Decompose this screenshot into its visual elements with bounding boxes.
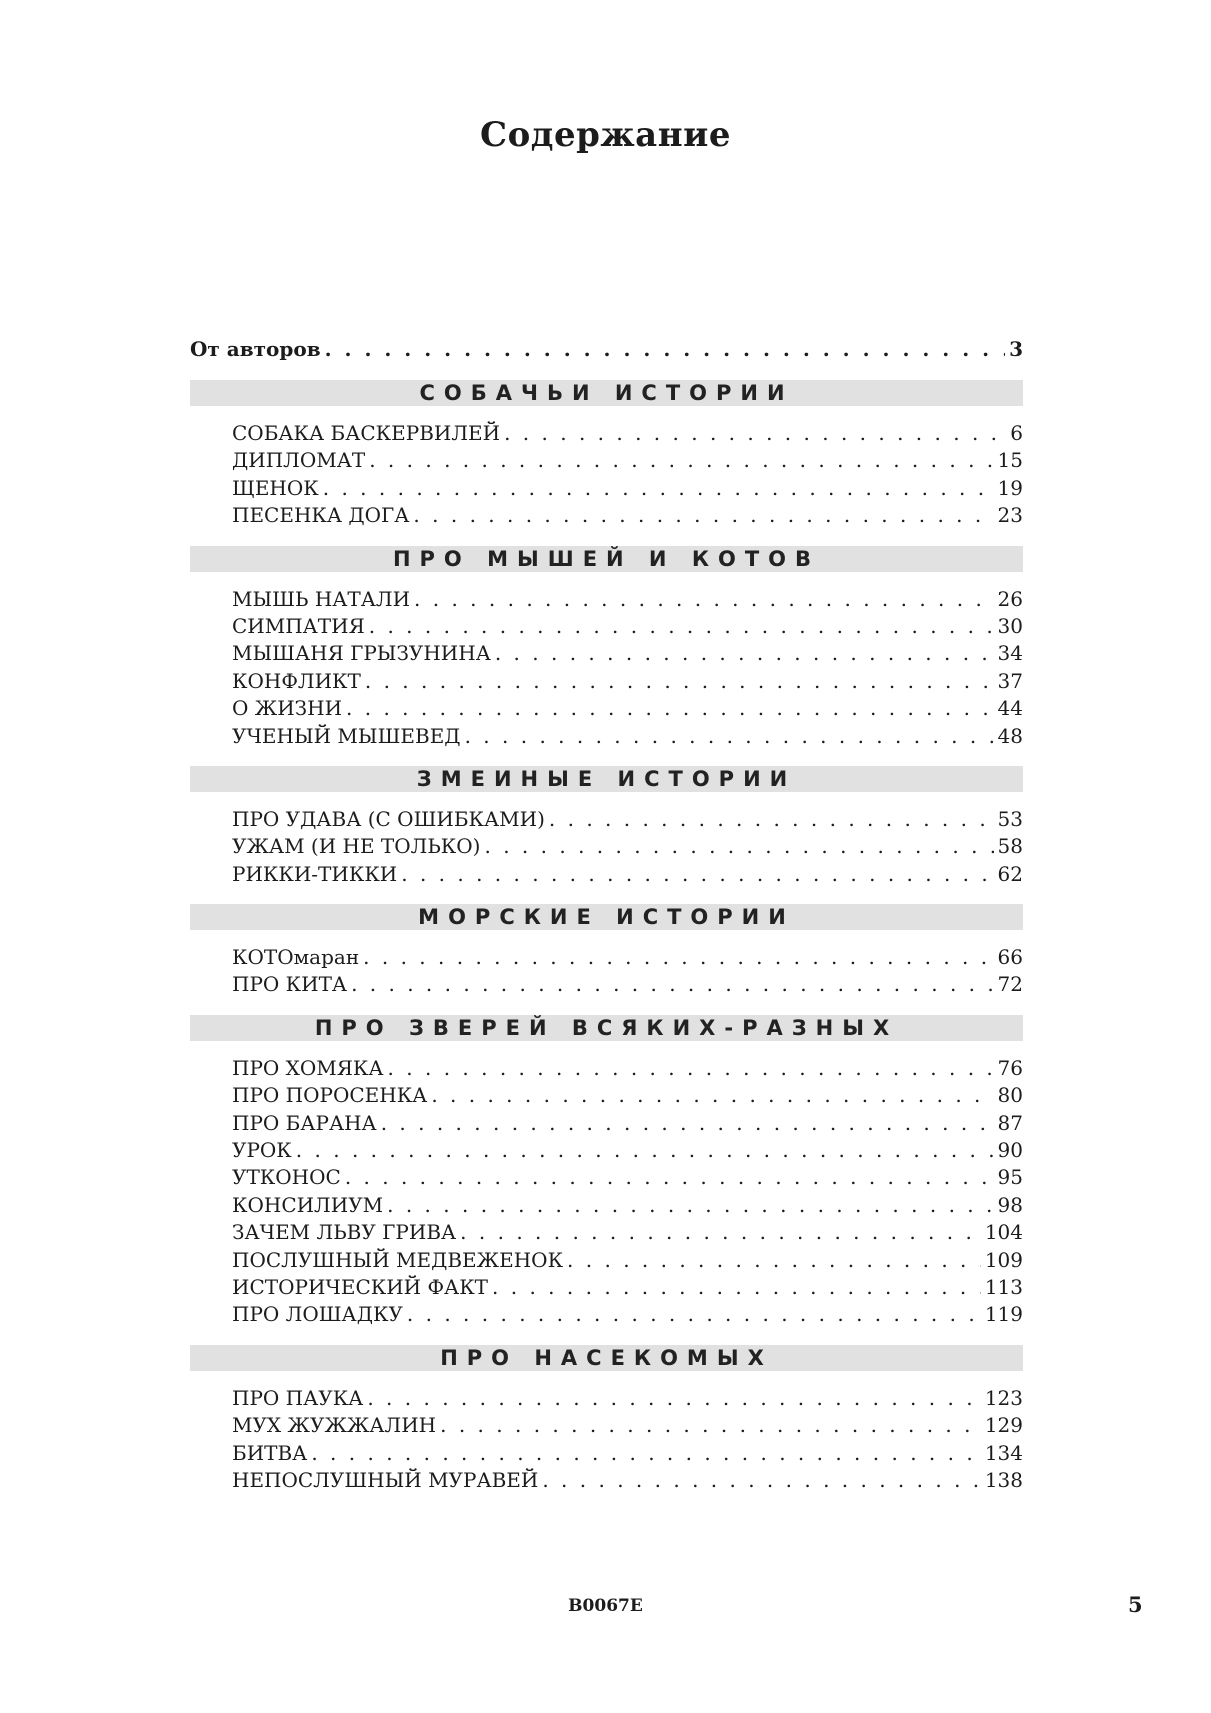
toc-entry-label: ПРО УДАВА (С ОШИБКАМИ): [232, 806, 545, 831]
toc-entry-label: ИСТОРИЧЕСКИЙ ФАКТ: [232, 1274, 489, 1299]
toc-entry-label: КОНСИЛИУМ: [232, 1192, 384, 1217]
toc-entry-page: 113: [984, 1274, 1023, 1299]
toc-entry-page: 37: [997, 668, 1023, 693]
section-header: СОБАЧЬИ ИСТОРИИ: [190, 380, 1023, 406]
toc-entry-label: От авторов: [190, 337, 321, 361]
toc-entry-page: 90: [997, 1138, 1023, 1163]
toc-entry-label: ЗАЧЕМ ЛЬВУ ГРИВА: [232, 1220, 457, 1245]
toc-entry-label: КОНФЛИКТ: [232, 668, 361, 693]
dot-leader: [346, 695, 994, 722]
dot-leader: [311, 1440, 980, 1467]
toc-entry[interactable]: [190, 1412, 1023, 1439]
toc-entry-label: УЧЕНЫЙ МЫШЕВЕД: [232, 723, 461, 748]
dot-leader: [567, 1247, 981, 1274]
toc-entry[interactable]: [190, 1192, 1023, 1219]
toc-entry-page: 129: [984, 1413, 1023, 1438]
dot-leader: [407, 1301, 981, 1328]
page-number: 5: [1128, 1592, 1143, 1617]
toc-entry[interactable]: [190, 1110, 1023, 1137]
section-header: ПРО НАСЕКОМЫХ: [190, 1345, 1023, 1371]
dot-leader: [365, 668, 994, 695]
toc-entry-label: СИМПАТИЯ: [232, 613, 365, 638]
toc-entry-label: РИККИ-ТИККИ: [232, 861, 398, 886]
toc-entry-label: ПЕСЕНКА ДОГА: [232, 503, 410, 528]
dot-leader: [323, 475, 994, 502]
toc-entry-label: МУХ ЖУЖЖАЛИН: [232, 1413, 437, 1438]
dot-leader: [542, 1467, 980, 1494]
toc-entry-page: 134: [984, 1440, 1023, 1465]
toc-entry-page: 23: [997, 503, 1023, 528]
toc-entry[interactable]: [190, 1082, 1023, 1109]
dot-leader: [485, 833, 994, 860]
toc-entry-label: КОТОмаран: [232, 945, 360, 970]
section-header: ПРО ЗВЕРЕЙ ВСЯКИХ-РАЗНЫХ: [190, 1015, 1023, 1041]
toc-entry[interactable]: [190, 723, 1023, 750]
toc-entry-page: 119: [984, 1302, 1023, 1327]
toc-entry[interactable]: [190, 613, 1023, 640]
toc-entry[interactable]: [190, 502, 1023, 529]
footer-code: B0067E: [568, 1596, 643, 1616]
toc-entry-label: СОБАКА БАСКЕРВИЛЕЙ: [232, 421, 501, 445]
toc-entry-page: 76: [997, 1055, 1023, 1080]
dot-leader: [369, 613, 994, 640]
toc-entry-label: ЩЕНОК: [232, 475, 319, 500]
toc-entry[interactable]: [190, 586, 1023, 613]
toc-entry-page: 6: [1010, 421, 1023, 445]
toc-entry-page: 138: [984, 1467, 1023, 1492]
toc-entry[interactable]: [190, 944, 1023, 971]
page-title: Содержание: [480, 114, 731, 155]
toc-entry-page: 95: [997, 1165, 1023, 1190]
toc-entry-page: 104: [984, 1220, 1023, 1245]
toc-entry-page: 34: [997, 641, 1023, 666]
section-header: ЗМЕИНЫЕ ИСТОРИИ: [190, 766, 1023, 792]
toc-entry[interactable]: [190, 1385, 1023, 1412]
dot-leader: [495, 640, 994, 667]
dot-leader: [465, 723, 994, 750]
dot-leader: [369, 447, 993, 474]
toc-entry-label: ПОСЛУШНЫЙ МЕДВЕЖЕНОК: [232, 1247, 564, 1272]
dot-leader: [492, 1274, 981, 1301]
dot-leader: [460, 1219, 981, 1246]
dot-leader: [296, 1137, 994, 1164]
toc-entry-page: 62: [997, 861, 1023, 886]
toc-entry-label: ПРО ХОМЯКА: [232, 1055, 384, 1080]
toc-entry[interactable]: [190, 475, 1023, 502]
dot-leader: [504, 420, 1006, 447]
toc-entry-label: НЕПОСЛУШНЫЙ МУРАВЕЙ: [232, 1467, 539, 1492]
toc-entry[interactable]: [190, 1301, 1023, 1328]
dot-leader: [413, 502, 993, 529]
dot-leader: [401, 861, 993, 888]
toc-entry-page: 123: [984, 1385, 1023, 1410]
toc-entry-label: УЖАМ (И НЕ ТОЛЬКО): [232, 834, 481, 859]
toc-entry[interactable]: [190, 1274, 1023, 1301]
dot-leader: [431, 1082, 993, 1109]
dot-leader: [388, 1055, 994, 1082]
dot-leader: [387, 1192, 993, 1219]
toc-entry-page: 3: [1009, 337, 1023, 361]
toc-entry-label: МЫШАНЯ ГРЫЗУНИНА: [232, 641, 491, 666]
dot-leader: [440, 1412, 981, 1439]
toc-entry-label: УТКОНОС: [232, 1165, 341, 1190]
toc-entry-label: ПРО ПАУКА: [232, 1385, 364, 1410]
dot-leader: [351, 971, 993, 998]
dot-leader: [414, 586, 994, 613]
toc-entry-page: 26: [997, 586, 1023, 611]
toc-entry-page: 48: [997, 723, 1023, 748]
toc-entry-label: ПРО ЛОШАДКУ: [232, 1302, 403, 1327]
toc-entry[interactable]: [190, 1440, 1023, 1467]
toc-entry-page: 58: [997, 834, 1023, 859]
toc-entry[interactable]: [190, 861, 1023, 888]
toc-entry-label: ПРО КИТА: [232, 972, 348, 997]
toc-entry[interactable]: [190, 1164, 1023, 1191]
section-header: ПРО МЫШЕЙ И КОТОВ: [190, 546, 1023, 572]
toc-entry-label: МЫШЬ НАТАЛИ: [232, 586, 411, 611]
toc-entry-page: 30: [997, 613, 1023, 638]
dot-leader: [367, 1385, 980, 1412]
toc-entry[interactable]: [190, 640, 1023, 667]
toc-entry-page: 109: [984, 1247, 1023, 1272]
toc-entry[interactable]: [190, 668, 1023, 695]
toc-entry-label: ПРО БАРАНА: [232, 1110, 377, 1135]
toc-entry-label: БИТВА: [232, 1440, 308, 1465]
dot-leader: [345, 1164, 994, 1191]
toc-entry-page: 87: [997, 1110, 1023, 1135]
table-of-contents: [190, 334, 1023, 1494]
toc-entry-page: 80: [997, 1083, 1023, 1108]
toc-entry-page: 15: [997, 448, 1023, 473]
section-header: МОРСКИЕ ИСТОРИИ: [190, 904, 1023, 930]
toc-entry-page: 19: [997, 475, 1023, 500]
toc-entry[interactable]: [190, 1247, 1023, 1274]
toc-entry[interactable]: [190, 1055, 1023, 1082]
toc-entry[interactable]: [190, 1219, 1023, 1246]
toc-entry[interactable]: [190, 1467, 1023, 1494]
toc-entry-page: 44: [997, 696, 1023, 721]
toc-entry[interactable]: [190, 806, 1023, 833]
toc-entry[interactable]: [190, 1137, 1023, 1164]
dot-leader: [363, 944, 993, 971]
toc-entry-label: ПРО ПОРОСЕНКА: [232, 1083, 428, 1108]
dot-leader: [381, 1110, 994, 1137]
toc-intro-entry[interactable]: [190, 334, 1023, 364]
toc-entry-label: ДИПЛОМАТ: [232, 448, 366, 473]
toc-entry[interactable]: [190, 971, 1023, 998]
toc-entry[interactable]: [190, 447, 1023, 474]
toc-entry[interactable]: [190, 695, 1023, 722]
dot-leader: [549, 806, 994, 833]
toc-entry-page: 98: [997, 1192, 1023, 1217]
toc-entry-page: 53: [997, 806, 1023, 831]
toc-entry[interactable]: [190, 420, 1023, 447]
toc-entry-label: О ЖИЗНИ: [232, 696, 343, 721]
toc-entry-page: 66: [997, 945, 1023, 970]
dot-leader: [325, 334, 1005, 364]
toc-entry-label: УРОК: [232, 1138, 292, 1163]
toc-entry-page: 72: [997, 972, 1023, 997]
toc-entry[interactable]: [190, 833, 1023, 860]
toc-sections: [190, 380, 1023, 1494]
